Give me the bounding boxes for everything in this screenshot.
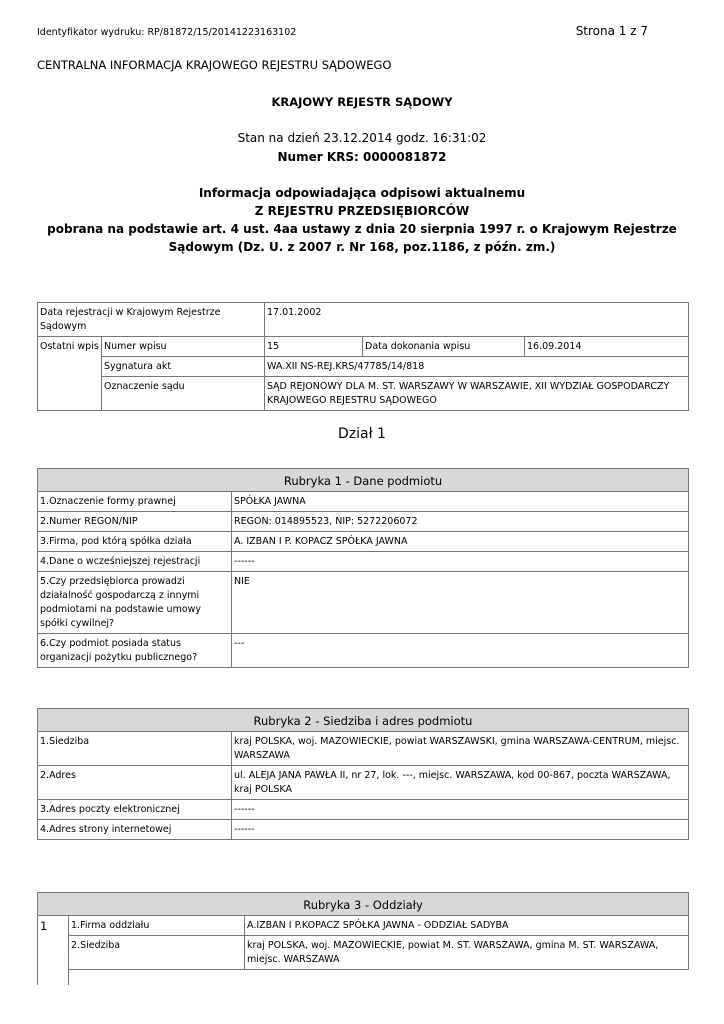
info-line-4: Sądowym (Dz. U. z 2007 r. Nr 168, poz.1186, z późn. zm.) bbox=[168, 240, 556, 254]
table-row bbox=[38, 552, 689, 572]
field-label: 1.Oznaczenie formy prawnej bbox=[38, 492, 232, 512]
entry-number: 1 bbox=[38, 916, 69, 986]
krs-number: Numer KRS: 0000081872 bbox=[277, 150, 447, 164]
table-row bbox=[38, 337, 689, 357]
table-row bbox=[38, 800, 689, 820]
signature-label: Sygnatura akt bbox=[102, 357, 265, 377]
rubryka-3-title: Rubryka 3 - Oddziały bbox=[38, 893, 689, 916]
field-value: NIE bbox=[232, 572, 689, 634]
continuation-cell bbox=[69, 970, 689, 986]
status-line: Stan na dzień 23.12.2014 godz. 16:31:02 bbox=[237, 131, 487, 145]
entry-date-value: 16.09.2014 bbox=[525, 337, 689, 357]
field-label: 2.Numer REGON/NIP bbox=[38, 512, 232, 532]
field-label: 1.Firma oddziału bbox=[69, 916, 245, 936]
field-value: REGON: 014895523, NIP: 5272206072 bbox=[232, 512, 689, 532]
field-value: ------ bbox=[232, 820, 689, 840]
table-row bbox=[38, 532, 689, 552]
table-row bbox=[38, 936, 689, 970]
field-label: 2.Siedziba bbox=[69, 936, 245, 970]
field-value: --- bbox=[232, 634, 689, 668]
field-label: 1.Siedziba bbox=[38, 732, 232, 766]
table-row bbox=[38, 377, 689, 411]
table-row bbox=[38, 303, 689, 337]
rubryka-1-title: Rubryka 1 - Dane podmiotu bbox=[38, 469, 689, 492]
signature-value: WA.XII NS-REJ.KRS/47785/14/818 bbox=[265, 357, 689, 377]
info-line-2: Z REJESTRU PRZEDSIĘBIORCÓW bbox=[254, 204, 470, 218]
info-block bbox=[0, 184, 724, 256]
field-label: 6.Czy podmiot posiada status organizacji pożytku publicznego? bbox=[38, 634, 232, 668]
table-row bbox=[38, 572, 689, 634]
reg-date-value: 17.01.2002 bbox=[265, 303, 689, 337]
print-identifier: Identyfikator wydruku: RP/81872/15/20141223163102 bbox=[37, 27, 297, 38]
field-label: 4.Dane o wcześniejszej rejestracji bbox=[38, 552, 232, 572]
table-row-continuation bbox=[38, 970, 689, 986]
entry-number-value: 15 bbox=[265, 337, 363, 357]
field-value: A. IZBAN I P. KOPACZ SPÓŁKA JAWNA bbox=[232, 532, 689, 552]
table-row bbox=[38, 634, 689, 668]
field-label: 5.Czy przedsiębiorca prowadzi działalność gospodarczą z innymi podmiotami na podstawie umowy spółki cywilnej? bbox=[38, 572, 232, 634]
table-row bbox=[38, 492, 689, 512]
rubryka-3-table bbox=[37, 892, 689, 985]
reg-date-label: Data rejestracji w Krajowym Rejestrze Sądowym bbox=[38, 303, 265, 337]
table-row bbox=[38, 357, 689, 377]
field-value: kraj POLSKA, woj. MAZOWIECKIE, powiat WARSZAWSKI, gmina WARSZAWA-CENTRUM, miejsc. WARSZAWA bbox=[232, 732, 689, 766]
field-value: ------ bbox=[232, 552, 689, 572]
page-number: Strona 1 z 7 bbox=[575, 24, 648, 38]
field-label: 3.Adres poczty elektronicznej bbox=[38, 800, 232, 820]
table-header-row bbox=[38, 469, 689, 492]
registration-table bbox=[37, 302, 689, 411]
info-line-3: pobrana na podstawie art. 4 ust. 4aa ustawy z dnia 20 sierpnia 1997 r. o Krajowym Rejestrze bbox=[47, 222, 677, 236]
rubryka-1-table bbox=[37, 468, 689, 668]
field-value: kraj POLSKA, woj. MAZOWIECKIE, powiat M. ST. WARSZAWA, gmina M. ST. WARSZAWA, miejsc. WARSZAWA bbox=[245, 936, 689, 970]
field-label: 4.Adres strony internetowej bbox=[38, 820, 232, 840]
table-row bbox=[38, 766, 689, 800]
table-row bbox=[38, 732, 689, 766]
field-value: SPÓŁKA JAWNA bbox=[232, 492, 689, 512]
court-label: Oznaczenie sądu bbox=[102, 377, 265, 411]
rubryka-2-title: Rubryka 2 - Siedziba i adres podmiotu bbox=[38, 709, 689, 732]
info-line-1: Informacja odpowiadająca odpisowi aktualnemu bbox=[198, 186, 526, 200]
entry-number-label: Numer wpisu bbox=[102, 337, 265, 357]
field-value: A.IZBAN I P.KOPACZ SPÓŁKA JAWNA - ODDZIAŁ SADYBA bbox=[245, 916, 689, 936]
field-label: 2.Adres bbox=[38, 766, 232, 800]
section-title: Dział 1 bbox=[338, 426, 386, 442]
entry-date-label: Data dokonania wpisu bbox=[363, 337, 525, 357]
field-value: ul. ALEJA JANA PAWŁA II, nr 27, lok. ---, miejsc. WARSZAWA, kod 00-867, poczta WARSZAWA, kraj POLSKA bbox=[232, 766, 689, 800]
document-title: KRAJOWY REJESTR SĄDOWY bbox=[271, 95, 453, 109]
table-row bbox=[38, 916, 689, 936]
court-value: SĄD REJONOWY DLA M. ST. WARSZAWY W WARSZAWIE, XII WYDZIAŁ GOSPODARCZY KRAJOWEGO REJESTRU SĄDOWEGO bbox=[265, 377, 689, 411]
last-entry-label: Ostatni wpis bbox=[38, 337, 102, 411]
field-value: ------ bbox=[232, 800, 689, 820]
institution-name: CENTRALNA INFORMACJA KRAJOWEGO REJESTRU SĄDOWEGO bbox=[37, 58, 392, 72]
table-header-row bbox=[38, 709, 689, 732]
table-header-row bbox=[38, 893, 689, 916]
table-row bbox=[38, 820, 689, 840]
rubryka-2-table bbox=[37, 708, 689, 840]
field-label: 3.Firma, pod którą spółka działa bbox=[38, 532, 232, 552]
table-row bbox=[38, 512, 689, 532]
